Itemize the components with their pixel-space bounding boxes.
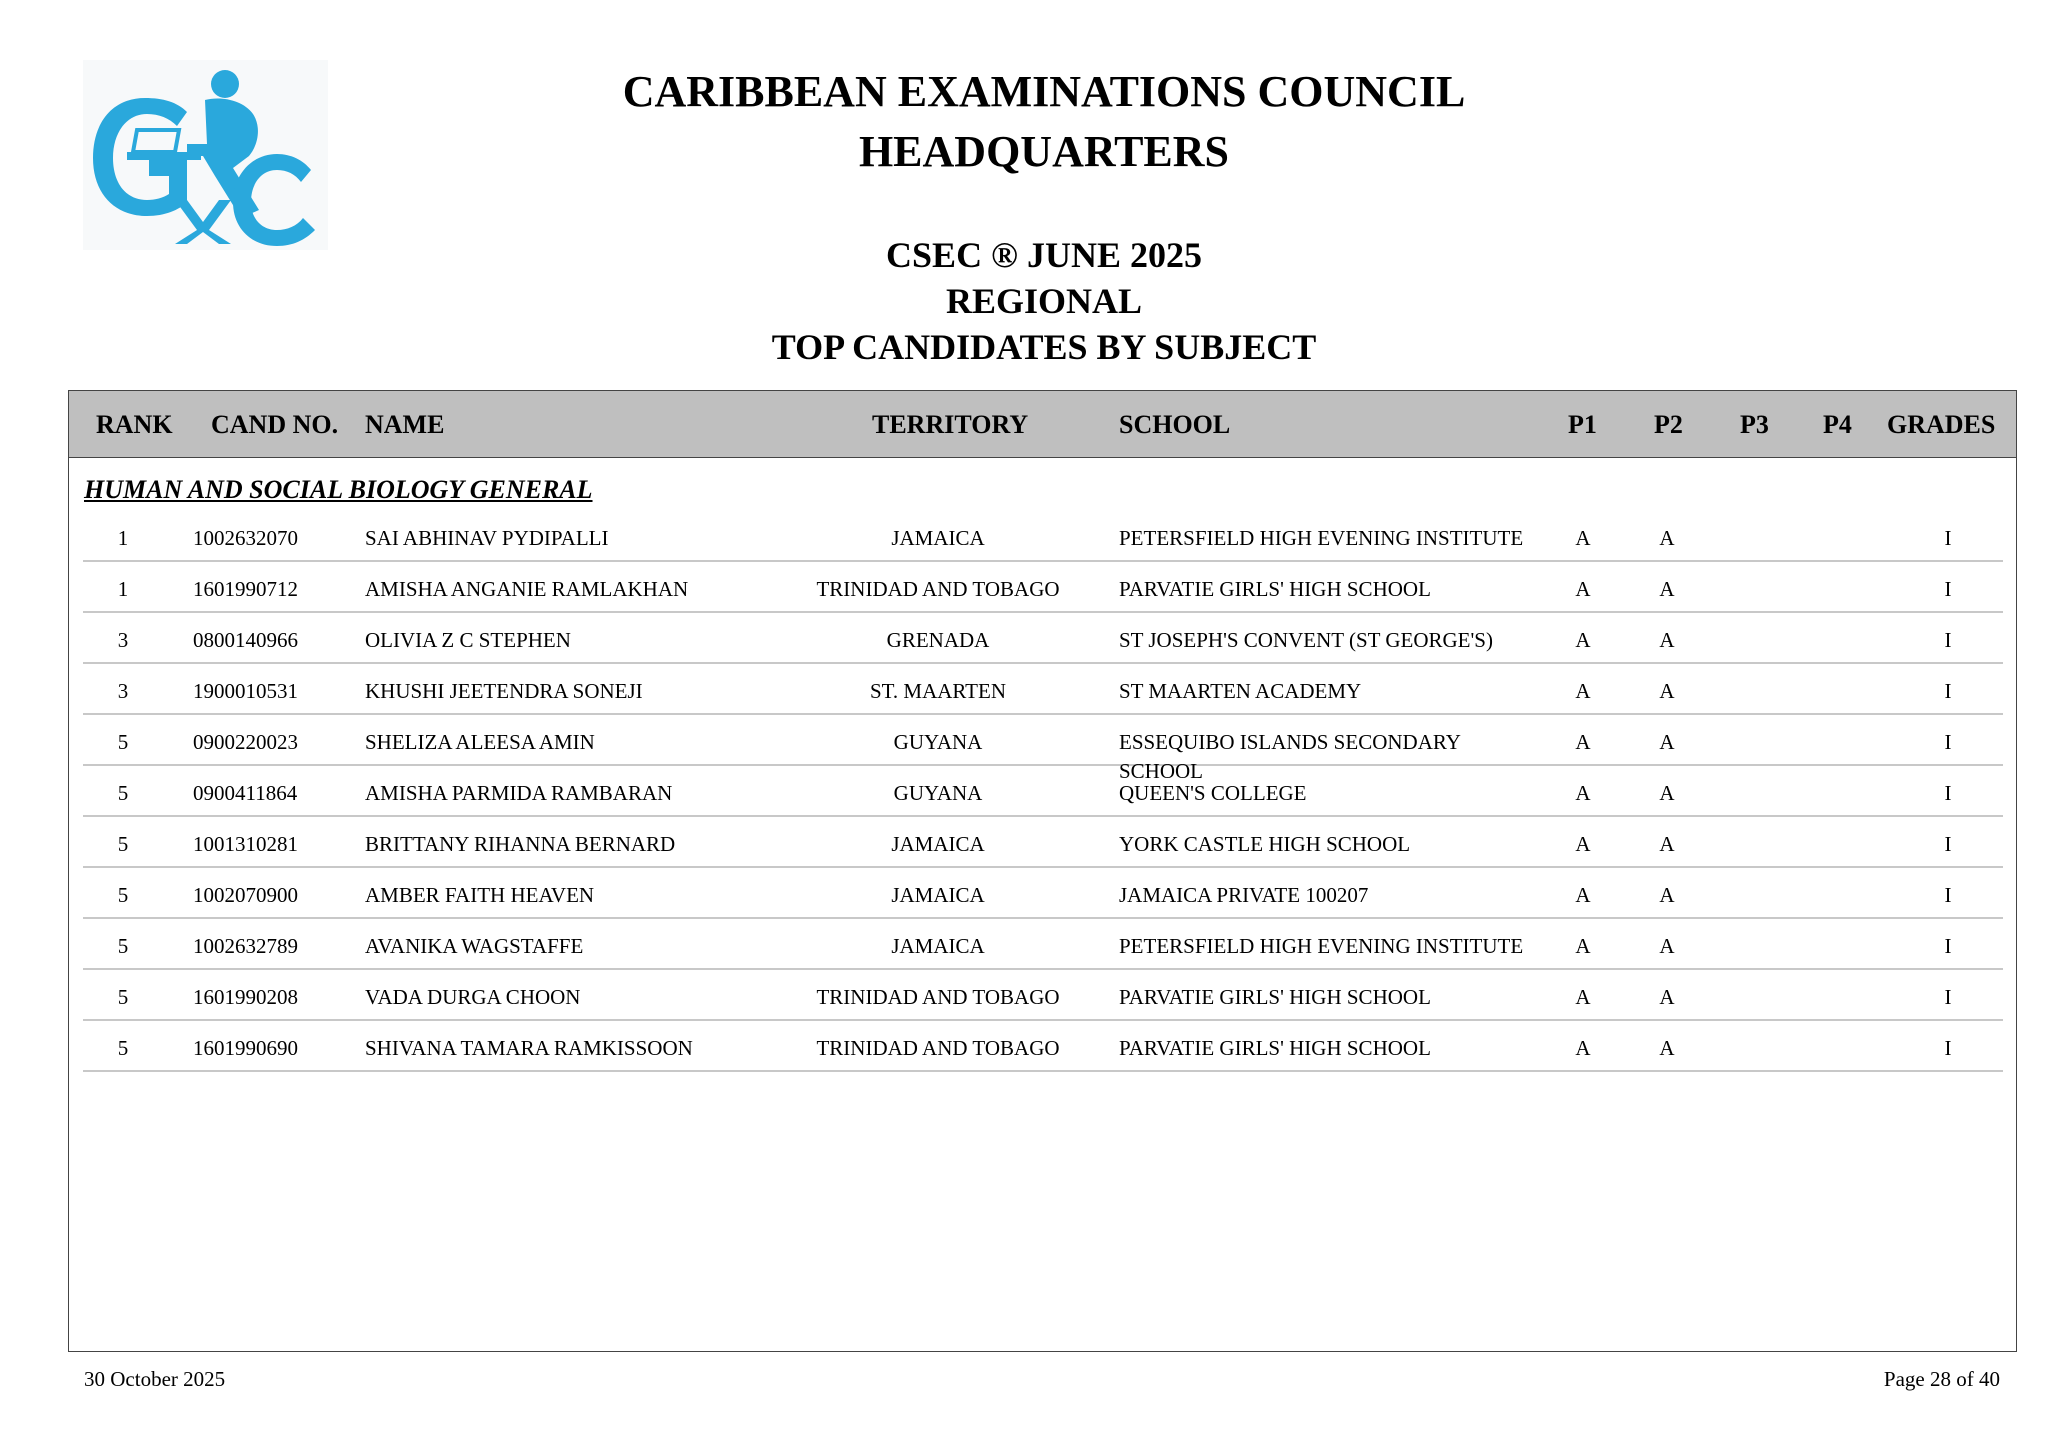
col-p4: P4: [1823, 410, 1852, 439]
col-p3: P3: [1740, 410, 1769, 439]
cell-cand-no: 1900010531: [193, 679, 298, 703]
table-header: [69, 391, 2016, 458]
cell-name: AMBER FAITH HEAVEN: [365, 883, 595, 907]
cell-name: OLIVIA Z C STEPHEN: [365, 628, 571, 652]
cell-rank: 3: [117, 679, 129, 703]
cell-grades: I: [1944, 985, 1952, 1009]
cell-school: ST MAARTEN ACADEMY: [1119, 679, 1362, 703]
cell-school: PARVATIE GIRLS' HIGH SCHOOL: [1119, 577, 1431, 601]
org-name: CARIBBEAN EXAMINATIONS COUNCIL: [622, 67, 1466, 116]
cell-p2: A: [1659, 577, 1675, 601]
cell-school: ESSEQUIBO ISLANDS SECONDARY SCHOOL: [1119, 730, 1461, 783]
table-row: [83, 1021, 2003, 1072]
cell-name: AMISHA PARMIDA RAMBARAN: [365, 781, 673, 805]
cell-territory: JAMAICA: [891, 832, 985, 856]
report-title: [20, 232, 2048, 370]
cell-territory: TRINIDAD AND TOBAGO: [816, 577, 1060, 601]
cell-territory: GUYANA: [893, 781, 983, 805]
cell-cand-no: 1001310281: [193, 832, 298, 856]
cell-p2: A: [1659, 781, 1675, 805]
cell-territory: TRINIDAD AND TOBAGO: [816, 985, 1060, 1009]
cell-cand-no: 1601990208: [193, 985, 298, 1009]
cell-p2: A: [1659, 526, 1675, 550]
cell-grades: I: [1944, 730, 1952, 754]
cell-p1: A: [1575, 679, 1591, 703]
cell-p1: A: [1575, 730, 1591, 754]
col-p1: P1: [1568, 410, 1597, 439]
cell-territory: GUYANA: [893, 730, 983, 754]
footer-date: 30 October 2025: [84, 1367, 226, 1391]
cell-rank: 3: [117, 628, 129, 652]
cell-p2: A: [1659, 679, 1675, 703]
cell-p2: A: [1659, 1036, 1675, 1060]
org-title: [20, 62, 2048, 182]
cell-school: PARVATIE GIRLS' HIGH SCHOOL: [1119, 1036, 1431, 1060]
cell-cand-no: 1002632789: [193, 934, 298, 958]
cell-p1: A: [1575, 526, 1591, 550]
table-row: [83, 919, 2003, 970]
report-name: TOP CANDIDATES BY SUBJECT: [771, 327, 1317, 367]
col-p2: P2: [1654, 410, 1683, 439]
org-location: HEADQUARTERS: [858, 127, 1230, 176]
col-rank: RANK: [96, 410, 173, 439]
cell-school: YORK CASTLE HIGH SCHOOL: [1119, 832, 1411, 856]
cell-rank: 5: [117, 1036, 129, 1060]
cell-rank: 1: [117, 577, 129, 601]
cell-grades: I: [1944, 577, 1952, 601]
cell-territory: JAMAICA: [891, 526, 985, 550]
cell-name: SAI ABHINAV PYDIPALLI: [365, 526, 609, 550]
cell-name: AMISHA ANGANIE RAMLAKHAN: [365, 577, 689, 601]
cell-name: BRITTANY RIHANNA BERNARD: [365, 832, 676, 856]
table-row: [83, 868, 2003, 919]
cell-cand-no: 1601990690: [193, 1036, 298, 1060]
cell-rank: 5: [117, 883, 129, 907]
cell-p1: A: [1575, 1036, 1591, 1060]
table-row: [83, 817, 2003, 868]
exam-session: CSEC ® JUNE 2025: [886, 235, 1202, 275]
page-number: Page 28 of 40: [1883, 1367, 2000, 1391]
cell-grades: I: [1944, 526, 1952, 550]
col-name: NAME: [365, 410, 445, 439]
cell-name: SHIVANA TAMARA RAMKISSOON: [365, 1036, 693, 1060]
table-row: [83, 664, 2003, 715]
cell-p2: A: [1659, 934, 1675, 958]
table-row: [83, 613, 2003, 664]
cell-territory: ST. MAARTEN: [869, 679, 1007, 703]
cell-cand-no: 0900220023: [193, 730, 298, 754]
cell-p1: A: [1575, 934, 1591, 958]
cell-rank: 5: [117, 730, 129, 754]
cell-cand-no: 1601990712: [193, 577, 298, 601]
table-row: [83, 562, 2003, 613]
cell-school: ST JOSEPH'S CONVENT (ST GEORGE'S): [1119, 628, 1493, 652]
table-row: [83, 970, 2003, 1021]
cell-cand-no: 0900411864: [193, 781, 298, 805]
cell-grades: I: [1944, 832, 1952, 856]
cell-rank: 5: [117, 781, 129, 805]
cell-rank: 5: [117, 934, 129, 958]
cell-p2: A: [1659, 883, 1675, 907]
cell-cand-no: 1002070900: [193, 883, 298, 907]
table-row: [83, 766, 2003, 817]
cell-grades: I: [1944, 1036, 1952, 1060]
cell-rank: 5: [117, 985, 129, 1009]
cell-school: PETERSFIELD HIGH EVENING INSTITUTE: [1119, 934, 1524, 958]
cell-grades: I: [1944, 934, 1952, 958]
cell-p1: A: [1575, 781, 1591, 805]
subject-heading: HUMAN AND SOCIAL BIOLOGY GENERAL: [84, 475, 593, 504]
cell-school: PETERSFIELD HIGH EVENING INSTITUTE: [1119, 526, 1524, 550]
cell-cand-no: 0800140966: [193, 628, 298, 652]
candidates-table: [68, 390, 2017, 1352]
cell-rank: 5: [117, 832, 129, 856]
col-grades: GRADES: [1887, 410, 1996, 439]
col-territory: TERRITORY: [872, 410, 1029, 439]
cell-territory: TRINIDAD AND TOBAGO: [816, 1036, 1060, 1060]
report-scope: REGIONAL: [945, 281, 1143, 321]
cell-p1: A: [1575, 985, 1591, 1009]
cell-school: QUEEN'S COLLEGE: [1119, 781, 1307, 805]
cell-grades: I: [1944, 781, 1952, 805]
cell-p1: A: [1575, 832, 1591, 856]
cell-name: SHELIZA ALEESA AMIN: [365, 730, 595, 754]
cell-grades: I: [1944, 883, 1952, 907]
cell-p1: A: [1575, 628, 1591, 652]
cell-p1: A: [1575, 883, 1591, 907]
table-row: [83, 511, 2003, 562]
cell-school: JAMAICA PRIVATE 100207: [1119, 883, 1369, 907]
cell-cand-no: 1002632070: [193, 526, 298, 550]
cell-grades: I: [1944, 679, 1952, 703]
cell-grades: I: [1944, 628, 1952, 652]
cell-territory: GRENADA: [886, 628, 990, 652]
cell-p2: A: [1659, 628, 1675, 652]
cell-territory: JAMAICA: [891, 934, 985, 958]
table-body: [83, 511, 2003, 1072]
col-school: SCHOOL: [1119, 410, 1231, 439]
cell-p2: A: [1659, 730, 1675, 754]
cell-name: AVANIKA WAGSTAFFE: [365, 934, 584, 958]
col-cand-no: CAND NO.: [211, 410, 339, 439]
cell-p1: A: [1575, 577, 1591, 601]
cell-name: KHUSHI JEETENDRA SONEJI: [365, 679, 643, 703]
cell-p2: A: [1659, 832, 1675, 856]
cell-p2: A: [1659, 985, 1675, 1009]
cell-school: PARVATIE GIRLS' HIGH SCHOOL: [1119, 985, 1431, 1009]
cell-name: VADA DURGA CHOON: [365, 985, 581, 1009]
table-row: [83, 715, 2003, 783]
cell-territory: JAMAICA: [891, 883, 985, 907]
cell-rank: 1: [117, 526, 129, 550]
